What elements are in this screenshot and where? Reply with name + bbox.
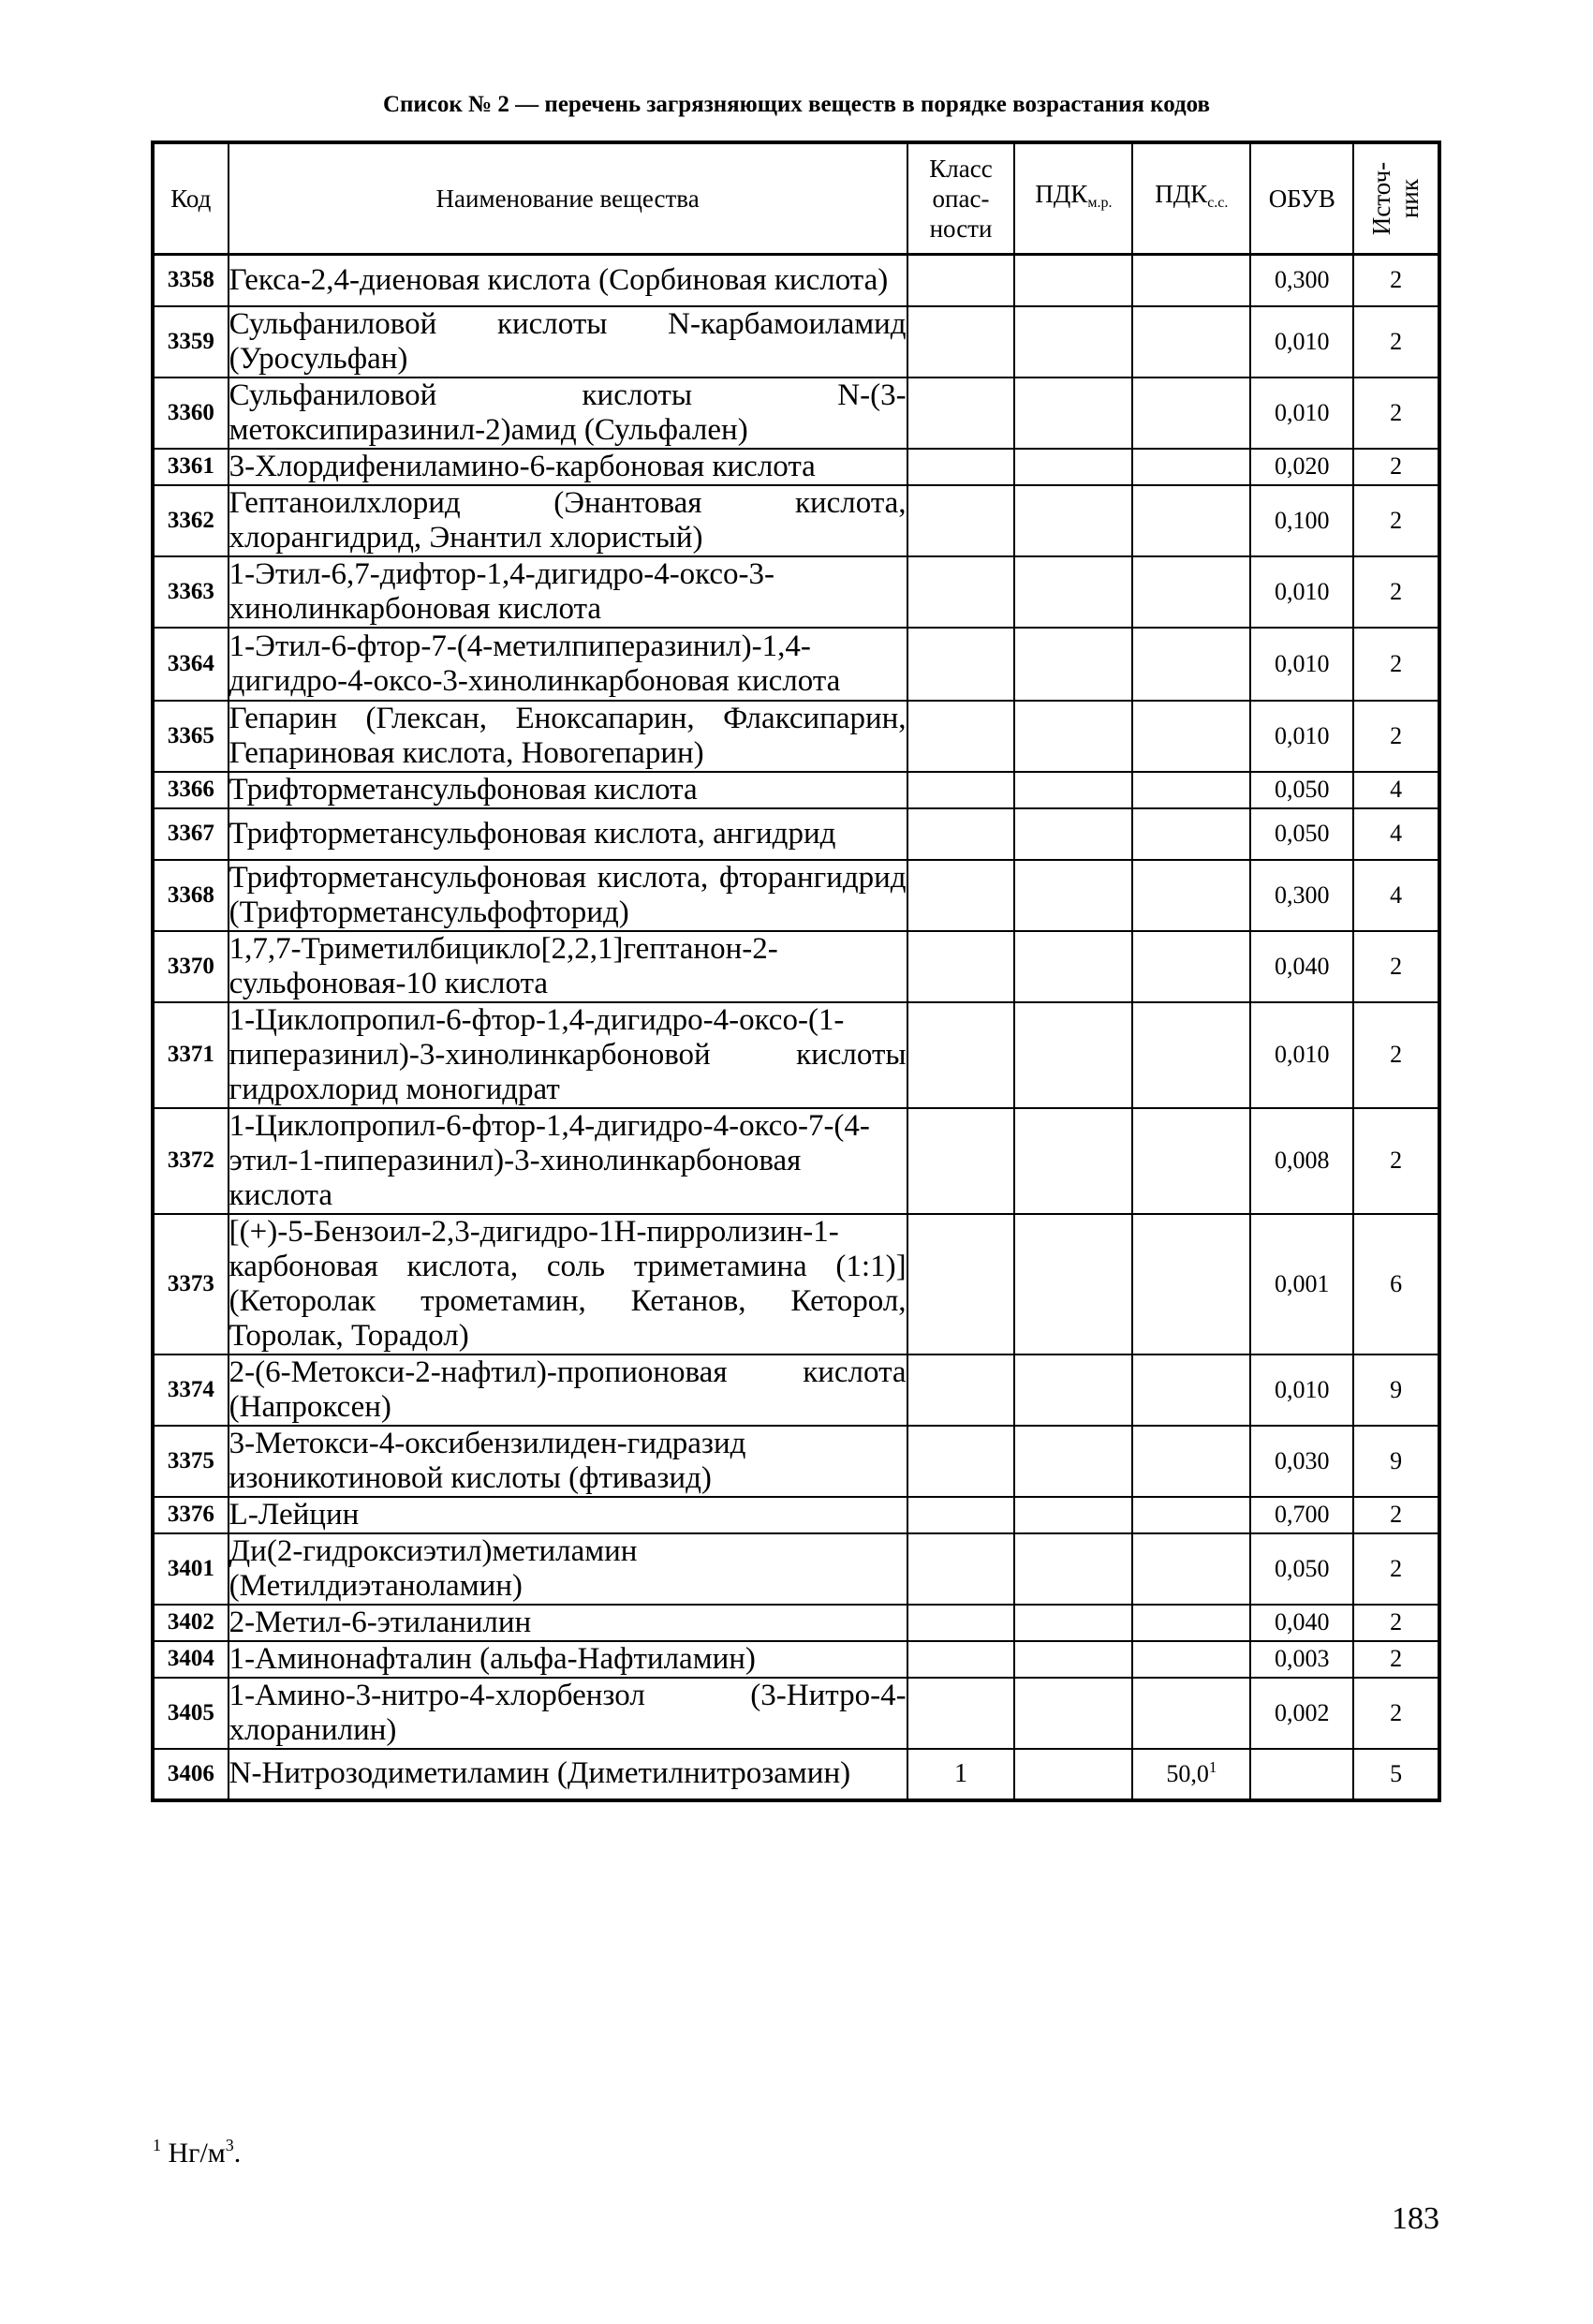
obuv-cell: 0,008 (1250, 1108, 1353, 1214)
code-cell: 3371 (153, 1002, 229, 1108)
hazard-cell (907, 860, 1015, 931)
obuv-cell: 0,001 (1250, 1214, 1353, 1354)
table-row (153, 808, 1439, 860)
name-cell: L-Лейцин (229, 1497, 907, 1533)
pdk-mr-cell (1014, 1678, 1132, 1749)
obuv-cell: 0,700 (1250, 1497, 1353, 1533)
name-cell: Трифторметансульфоновая кислота (229, 772, 907, 808)
name-cell: 1-Аминонафталин (альфа-Нафтиламин) (229, 1641, 907, 1678)
pdk-mr-cell (1014, 1214, 1132, 1354)
obuv-cell: 0,050 (1250, 772, 1353, 808)
code-cell: 3372 (153, 1108, 229, 1214)
pdk-ss-cell (1132, 1749, 1250, 1800)
table-row (153, 1533, 1439, 1605)
obuv-cell: 0,050 (1250, 1533, 1353, 1605)
code-cell: 3374 (153, 1354, 229, 1426)
hazard-cell (907, 628, 1015, 701)
pdk-ss-value: 50,0 (1166, 1759, 1209, 1787)
source-cell: 2 (1353, 1641, 1439, 1678)
pdk-mr-cell (1014, 255, 1132, 306)
table-row (153, 1605, 1439, 1641)
table-row (153, 1426, 1439, 1497)
pdk-ss-cell (1132, 306, 1250, 377)
footnote-end: . (233, 2138, 242, 2169)
pdk-mr-cell (1014, 1605, 1132, 1641)
name-cell: Ди(2-гидроксиэтил)метиламин (Метилдиэтаноламин) (229, 1533, 907, 1605)
header-pdk-ss-sub: с.с. (1207, 195, 1229, 211)
substances-table (151, 141, 1441, 1802)
table-row (153, 1002, 1439, 1108)
source-cell: 2 (1353, 1002, 1439, 1108)
table-row (153, 860, 1439, 931)
table-row (153, 377, 1439, 449)
hazard-cell (907, 377, 1015, 449)
table-row (153, 701, 1439, 772)
header-obuv: ОБУВ (1250, 142, 1353, 255)
code-cell: 3370 (153, 931, 229, 1002)
obuv-cell: 0,010 (1250, 556, 1353, 628)
hazard-cell (907, 1605, 1015, 1641)
source-cell: 5 (1353, 1749, 1439, 1800)
code-cell: 3405 (153, 1678, 229, 1749)
code-cell: 3402 (153, 1605, 229, 1641)
header-hazard-line3: ности (929, 215, 993, 243)
header-name: Наименование вещества (229, 142, 907, 255)
pdk-mr-cell (1014, 1497, 1132, 1533)
source-cell: 9 (1353, 1426, 1439, 1497)
header-hazard-class (907, 142, 1015, 255)
table-row (153, 449, 1439, 485)
footnote-marker: 1 (1208, 1757, 1217, 1776)
table-body (153, 255, 1439, 1800)
hazard-cell (907, 1214, 1015, 1354)
hazard-cell (907, 485, 1015, 556)
hazard-cell (907, 808, 1015, 860)
obuv-cell: 0,040 (1250, 1605, 1353, 1641)
hazard-cell (907, 1002, 1015, 1108)
pdk-ss-cell (1132, 628, 1250, 701)
obuv-cell: 0,040 (1250, 931, 1353, 1002)
code-cell: 3360 (153, 377, 229, 449)
table-header-row (153, 142, 1439, 255)
name-cell: 1-Этил-6,7-дифтор-1,4-дигидро-4-оксо-3-хинолинкарбоновая кислота (229, 556, 907, 628)
name-cell: 3-Хлордифениламино-6-карбоновая кислота (229, 449, 907, 485)
pdk-ss-cell (1132, 377, 1250, 449)
pdk-ss-cell (1132, 772, 1250, 808)
pdk-mr-cell (1014, 701, 1132, 772)
source-cell: 2 (1353, 1678, 1439, 1749)
hazard-cell (907, 255, 1015, 306)
pdk-mr-cell (1014, 772, 1132, 808)
footnote-power: 3 (225, 2136, 234, 2154)
source-cell: 2 (1353, 485, 1439, 556)
pdk-mr-cell (1014, 1002, 1132, 1108)
source-cell: 4 (1353, 860, 1439, 931)
table-row (153, 1641, 1439, 1678)
table-row (153, 255, 1439, 306)
name-cell: 3-Метокси-4-оксибензилиден-гидразид изоникотиновой кислоты (фтивазид) (229, 1426, 907, 1497)
obuv-cell: 0,100 (1250, 485, 1353, 556)
source-cell: 6 (1353, 1214, 1439, 1354)
name-cell: 1-Этил-6-фтор-7-(4-метилпиперазинил)-1,4-дигидро-4-оксо-3-хинолинкарбоновая кислота (229, 628, 907, 701)
obuv-cell: 0,010 (1250, 377, 1353, 449)
hazard-cell (907, 1497, 1015, 1533)
header-source-rotated (1368, 161, 1424, 234)
pdk-ss-cell (1132, 1678, 1250, 1749)
code-cell: 3358 (153, 255, 229, 306)
pdk-mr-cell (1014, 1749, 1132, 1800)
pdk-ss-cell (1132, 931, 1250, 1002)
code-cell: 3375 (153, 1426, 229, 1497)
header-source-line2: ник (1395, 178, 1424, 218)
source-cell: 2 (1353, 701, 1439, 772)
header-pdk-ss (1132, 142, 1250, 255)
pdk-ss-cell (1132, 701, 1250, 772)
table-row (153, 1749, 1439, 1800)
source-cell: 2 (1353, 449, 1439, 485)
pdk-mr-cell (1014, 1108, 1132, 1214)
hazard-cell (907, 449, 1015, 485)
source-cell: 2 (1353, 931, 1439, 1002)
table-row (153, 628, 1439, 701)
pdk-ss-cell (1132, 1354, 1250, 1426)
footnote (153, 2138, 241, 2169)
pdk-ss-cell (1132, 556, 1250, 628)
obuv-cell: 0,010 (1250, 1354, 1353, 1426)
obuv-cell: 0,300 (1250, 860, 1353, 931)
code-cell: 3368 (153, 860, 229, 931)
name-cell: Трифторметансульфоновая кислота, фторангидрид (Трифторметансульфофторид) (229, 860, 907, 929)
pdk-ss-cell (1132, 485, 1250, 556)
name-cell: 1-Циклопропил-6-фтор-1,4-дигидро-4-оксо-(1-пиперазинил)-3-хинолинкарбоновой кислоты гидрохлорид моногидрат (229, 1002, 907, 1106)
name-cell: 1-Амино-3-нитро-4-хлорбензол (3-Нитро-4-хлоранилин) (229, 1678, 907, 1747)
name-cell: Гептаноилхлорид (Энантовая кислота, хлорангидрид, Энантил хлористый) (229, 485, 907, 555)
code-cell: 3366 (153, 772, 229, 808)
table-row (153, 931, 1439, 1002)
pdk-ss-cell (1132, 1605, 1250, 1641)
hazard-cell (907, 701, 1015, 772)
table-row (153, 306, 1439, 377)
pdk-ss-cell (1132, 808, 1250, 860)
footnote-text: Нг/м (168, 2138, 226, 2169)
obuv-cell (1250, 1749, 1353, 1800)
pdk-mr-cell (1014, 808, 1132, 860)
header-source-line1: Источ- (1367, 161, 1396, 235)
obuv-cell: 0,010 (1250, 701, 1353, 772)
pdk-mr-cell (1014, 1641, 1132, 1678)
hazard-cell (907, 772, 1015, 808)
hazard-cell (907, 306, 1015, 377)
code-cell: 3364 (153, 628, 229, 701)
code-cell: 3373 (153, 1214, 229, 1354)
code-cell: 3376 (153, 1497, 229, 1533)
obuv-cell: 0,010 (1250, 1002, 1353, 1108)
obuv-cell: 0,030 (1250, 1426, 1353, 1497)
pdk-mr-cell (1014, 377, 1132, 449)
pdk-mr-cell (1014, 449, 1132, 485)
source-cell: 2 (1353, 1533, 1439, 1605)
pdk-ss-cell (1132, 1214, 1250, 1354)
source-cell: 9 (1353, 1354, 1439, 1426)
obuv-cell: 0,020 (1250, 449, 1353, 485)
table-row (153, 1678, 1439, 1749)
name-cell: Гепарин (Глексан, Еноксапарин, Флаксипарин, Гепариновая кислота, Новогепарин) (229, 701, 907, 770)
header-pdk-mr-main: ПДК (1035, 180, 1088, 208)
obuv-cell: 0,010 (1250, 306, 1353, 377)
header-code: Код (153, 142, 229, 255)
hazard-cell (907, 931, 1015, 1002)
header-pdk-ss-main: ПДК (1155, 180, 1208, 208)
name-cell: Сульфаниловой кислоты N-(3-метоксипиразинил-2)амид (Сульфален) (229, 377, 907, 447)
name-cell: 2-(6-Метокси-2-нафтил)-пропионовая кислота (Напроксен) (229, 1354, 907, 1424)
source-cell: 2 (1353, 255, 1439, 306)
table-row (153, 1108, 1439, 1214)
header-source (1353, 142, 1439, 255)
pdk-ss-cell (1132, 1641, 1250, 1678)
code-cell: 3404 (153, 1641, 229, 1678)
code-cell: 3365 (153, 701, 229, 772)
name-cell: 1-Циклопропил-6-фтор-1,4-дигидро-4-оксо-7-(4-этил-1-пиперазинил)-3-хинолинкарбоновая кислота (229, 1108, 907, 1214)
hazard-cell (907, 1641, 1015, 1678)
table-row (153, 1214, 1439, 1354)
source-cell: 2 (1353, 306, 1439, 377)
page-number: 183 (1392, 2201, 1439, 2236)
pdk-mr-cell (1014, 931, 1132, 1002)
source-cell: 2 (1353, 556, 1439, 628)
pdk-mr-cell (1014, 485, 1132, 556)
code-cell: 3401 (153, 1533, 229, 1605)
hazard-cell (907, 1426, 1015, 1497)
obuv-cell: 0,010 (1250, 628, 1353, 701)
hazard-cell (907, 1533, 1015, 1605)
name-cell: N-Нитрозодиметиламин (Диметилнитрозамин) (229, 1749, 907, 1800)
header-hazard-line2: опас- (932, 185, 990, 213)
pdk-mr-cell (1014, 1533, 1132, 1605)
table-row (153, 1497, 1439, 1533)
code-cell: 3406 (153, 1749, 229, 1800)
hazard-cell (907, 1678, 1015, 1749)
hazard-cell (907, 556, 1015, 628)
name-cell: Трифторметансульфоновая кислота, ангидрид (229, 808, 907, 860)
source-cell: 4 (1353, 772, 1439, 808)
source-cell: 4 (1353, 808, 1439, 860)
pdk-ss-cell (1132, 1002, 1250, 1108)
pdk-ss-cell (1132, 1108, 1250, 1214)
name-cell: 1,7,7-Триметилбицикло[2,2,1]гептанон-2-сульфоновая-10 кислота (229, 931, 907, 1002)
source-cell: 2 (1353, 628, 1439, 701)
code-cell: 3361 (153, 449, 229, 485)
hazard-cell: 1 (907, 1749, 1015, 1800)
pdk-ss-cell (1132, 1533, 1250, 1605)
source-cell: 2 (1353, 1108, 1439, 1214)
pdk-mr-cell (1014, 306, 1132, 377)
pdk-mr-cell (1014, 1354, 1132, 1426)
pdk-ss-cell (1132, 1497, 1250, 1533)
table-row (153, 1354, 1439, 1426)
name-cell: 2-Метил-6-этиланилин (229, 1605, 907, 1641)
obuv-cell: 0,050 (1250, 808, 1353, 860)
hazard-cell (907, 1108, 1015, 1214)
source-cell: 2 (1353, 1605, 1439, 1641)
header-hazard-line1: Класс (929, 155, 993, 183)
pdk-ss-cell (1132, 860, 1250, 931)
header-pdk-mr (1014, 142, 1132, 255)
obuv-cell: 0,300 (1250, 255, 1353, 306)
obuv-cell: 0,003 (1250, 1641, 1353, 1678)
table-row (153, 772, 1439, 808)
pdk-ss-cell (1132, 1426, 1250, 1497)
code-cell: 3362 (153, 485, 229, 556)
pdk-ss-cell (1132, 255, 1250, 306)
header-pdk-mr-sub: м.р. (1087, 195, 1113, 211)
pdk-mr-cell (1014, 556, 1132, 628)
pdk-mr-cell (1014, 1426, 1132, 1497)
code-cell: 3363 (153, 556, 229, 628)
hazard-cell (907, 1354, 1015, 1426)
table-row (153, 485, 1439, 556)
source-cell: 2 (1353, 377, 1439, 449)
name-cell: Гекса-2,4-диеновая кислота (Сорбиновая кислота) (229, 255, 907, 306)
obuv-cell: 0,002 (1250, 1678, 1353, 1749)
code-cell: 3367 (153, 808, 229, 860)
pdk-mr-cell (1014, 628, 1132, 701)
pdk-ss-cell (1132, 449, 1250, 485)
code-cell: 3359 (153, 306, 229, 377)
page-title: Список № 2 — перечень загрязняющих веществ в порядке возрастания кодов (382, 92, 1211, 117)
name-cell: Сульфаниловой кислоты N-карбамоиламид (Уросульфан) (229, 306, 907, 376)
source-cell: 2 (1353, 1497, 1439, 1533)
pdk-mr-cell (1014, 860, 1132, 931)
table-row (153, 556, 1439, 628)
name-cell: [(+)-5-Бензоил-2,3-дигидро-1Н-пирролизин-1-карбоновая кислота, соль триметамина (1:1)] (Кеторолак трометамин, Кетанов, Кеторол, Торолак, Торадол) (229, 1214, 907, 1353)
footnote-mark: 1 (153, 2136, 161, 2154)
